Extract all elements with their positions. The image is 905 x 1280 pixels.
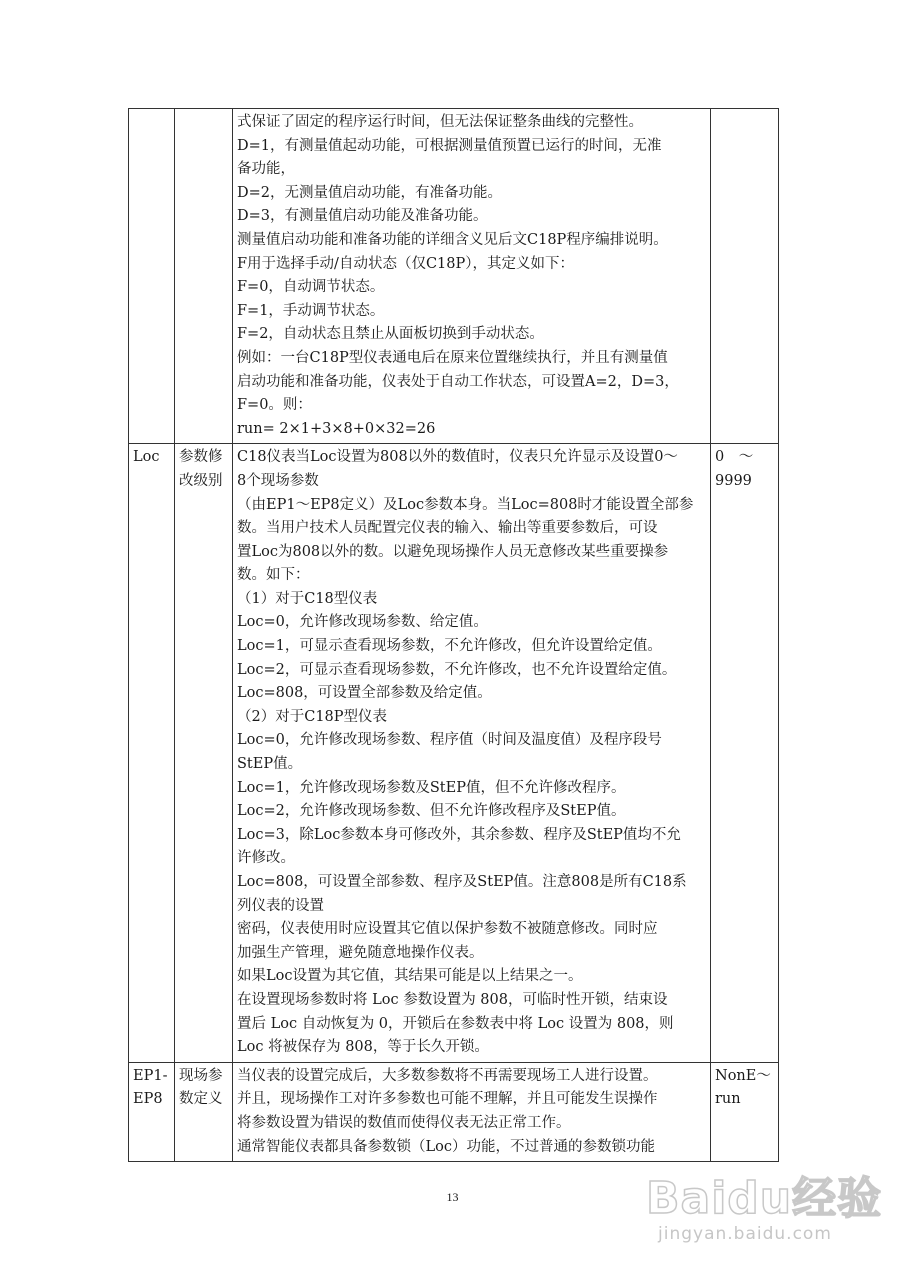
description-line: 式保证了固定的程序运行时间，但无法保证整条曲线的完整性。 (237, 114, 643, 130)
description-line: 密码，仪表使用时应设置其它值以保护参数不被随意修改。同时应 (237, 921, 658, 938)
parameter-code-cell (129, 109, 175, 444)
description-line: Loc=0，允许修改现场参数、程序值（时间及温度值）及程序段号 (237, 732, 662, 749)
description-line: F=2，自动状态且禁止从面板切换到手动状态。 (237, 326, 544, 343)
parameter-name-cell (175, 1062, 233, 1161)
description-line: Loc=1，允许修改现场参数及StEP值，但不允许修改程序。 (237, 779, 626, 796)
parameter-description-cell (233, 444, 711, 1062)
baidu-jingyan-watermark (640, 1162, 890, 1272)
description-line: Loc=3，除Loc参数本身可修改外，其余参数、程序及StEP值均不允 (237, 826, 681, 843)
description-line: 启动功能和准备功能，仪表处于自动工作状态，可设置A=2，D=3， (237, 373, 679, 390)
description-line: Loc=1，可显示查看现场参数，不允许修改，但允许设置给定值。 (237, 638, 662, 655)
description-line: StEP值。 (237, 756, 303, 773)
parameter-name-cell (175, 109, 233, 444)
parameter-table-body (129, 109, 779, 1162)
parameter-table (128, 108, 779, 1162)
parameter-code-cell (129, 1062, 175, 1161)
description-line: 在设置现场参数时将 Loc 参数设置为 808，可临时性开锁，结束设 (237, 991, 668, 1008)
description-line: D=2，无测量值启动功能，有准备功能。 (237, 184, 502, 201)
parameter-range-cell (711, 1062, 779, 1161)
description-line: 通常智能仪表都具备参数锁（Loc）功能，不过普通的参数锁功能 (237, 1138, 655, 1155)
description-line: 数。如下： (237, 567, 310, 584)
description-line: 如果Loc设置为其它值，其结果可能是以上结果之一。 (237, 968, 583, 985)
description-line: Loc=808，可设置全部参数及给定值。 (237, 685, 492, 702)
description-line: F=0，自动调节状态。 (237, 279, 385, 296)
description-line: Loc=808，可设置全部参数、程序及StEP值。注意808是所有C18系 (237, 874, 687, 890)
description-line: C18仪表当Loc设置为808以外的数值时，仪表只允许显示及设置0～ (237, 449, 678, 466)
parameter-range-cell (711, 109, 779, 444)
description-line: 数。当用户技术人员配置完仪表的输入、输出等重要参数后，可设 (237, 520, 658, 537)
parameter-name: 参数修改级别 (179, 449, 223, 489)
description-line: Loc 将被保存为 808，等于长久开锁。 (237, 1039, 489, 1056)
description-line: 列仪表的设置 (237, 897, 324, 914)
page-number: 13 (446, 1190, 459, 1204)
description-line: 并且，现场操作工对许多参数也可能不理解，并且可能发生误操作 (237, 1091, 658, 1108)
description-line: 例如：一台C18P型仪表通电后在原来位置继续执行，并且有测量值 (237, 349, 668, 366)
watermark-url: jingyan.baidu.com (658, 1224, 832, 1244)
parameter-code-cell (129, 444, 175, 1062)
watermark-logo: Baidu经验 (646, 1173, 883, 1224)
parameter-range-cell (711, 444, 779, 1062)
description-line: F=1，手动调节状态。 (237, 302, 385, 319)
parameter-code: Loc (133, 449, 160, 466)
table-row (129, 1062, 779, 1161)
parameter-description-cell (233, 1062, 711, 1161)
description-line: D=3，有测量值启动功能及准备功能。 (237, 208, 488, 225)
description-line: run= 2×1+3×8+0×32=26 (237, 420, 436, 437)
parameter-name-cell (175, 444, 233, 1062)
description-line: F用于选择手动/自动状态（仅C18P），其定义如下： (237, 255, 574, 272)
description-line: F=0。则： (237, 397, 312, 414)
parameter-range: NonE～run (715, 1067, 771, 1108)
description-line: Loc=2，可显示查看现场参数，不允许修改，也不允许设置给定值。 (237, 661, 677, 678)
description-line: 将参数设置为错误的数值而使得仪表无法正常工作。 (237, 1114, 571, 1131)
description-line: （由EP1～EP8定义）及Loc参数本身。当Loc=808时才能设置全部参 (237, 496, 694, 513)
parameter-description-cell (233, 109, 711, 444)
description-line: 置后 Loc 自动恢复为 0，开锁后在参数表中将 Loc 设置为 808，则 (237, 1015, 674, 1032)
parameter-code: EP1-EP8 (133, 1067, 168, 1108)
description-line: 许修改。 (237, 850, 295, 867)
description-line: Loc=2，允许修改现场参数、但不允许修改程序及StEP值。 (237, 803, 626, 820)
description-line: D=1，有测量值起动功能，可根据测量值预置已运行的时间，无准 (237, 137, 662, 154)
parameter-range: 0 ～ 9999 (715, 449, 768, 489)
description-line: 测量值启动功能和准备功能的详细含义见后文C18P程序编排说明。 (237, 231, 668, 248)
description-line: 置Loc为808以外的数。以避免现场操作人员无意修改某些重要操参 (237, 543, 669, 560)
description-line: 加强生产管理，避免随意地操作仪表。 (237, 944, 484, 961)
table-row (129, 109, 779, 444)
description-line: 备功能， (237, 161, 295, 178)
parameter-name: 现场参数定义 (179, 1067, 223, 1108)
description-line: 当仪表的设置完成后，大多数参数将不再需要现场工人进行设置。 (237, 1067, 658, 1084)
description-line: 8个现场参数 (237, 472, 319, 489)
table-row (129, 444, 779, 1062)
description-line: Loc=0，允许修改现场参数、给定值。 (237, 614, 488, 631)
description-line: （2）对于C18P型仪表 (237, 708, 388, 725)
description-line: （1）对于C18型仪表 (237, 590, 378, 607)
